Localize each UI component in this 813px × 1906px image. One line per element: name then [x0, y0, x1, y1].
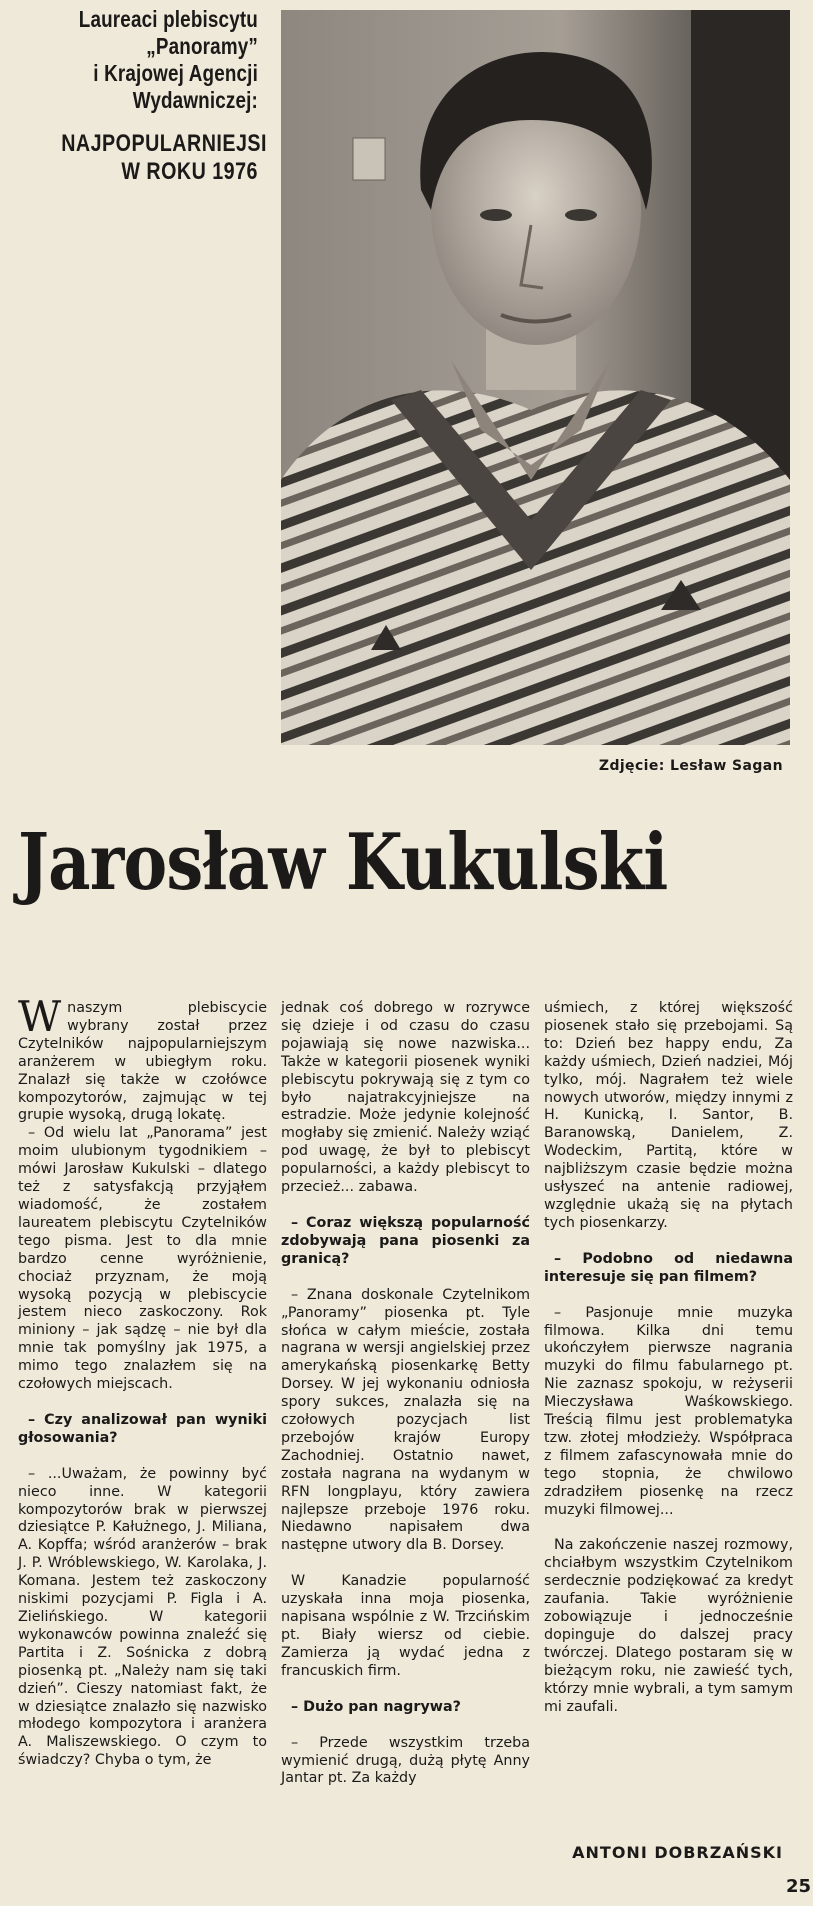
- photo-credit: Zdjęcie: Lesław Sagan: [598, 758, 783, 774]
- headline: Jarosław Kukulski: [18, 817, 668, 908]
- page-number: 25: [785, 1876, 811, 1897]
- paragraph: – Przede wszystkim trzeba wymienić drugą, dużą płytę Anny Jantar pt. Za każdy: [281, 1734, 530, 1787]
- paragraph: W Kanadzie popularność uzyskała inna moja piosenka, napisana wspólnie z W. Trzcińskim pt. Biały wiersz od ciebie. Zamierza ją wydać jedna z francuskich firm.: [281, 1573, 530, 1679]
- article-column-3: [544, 1000, 793, 1788]
- paragraph: – Znana doskonale Czytelnikom „Panoramy” piosenka pt. Tyle słońca w całym mieście, została nagrana w wersji angielskiej przez amerykańską piosenkarkę Betty Dorsey. W jej wykonaniu odniosła spory sukces, znalazła się na czołowych pozycjach list przebojów krajów Europy Zachodniej. Ostatnio nawet, została nagrana na wydanym w RFN longplayu, który zawiera najlepsze przeboje 1976 roku. Niedawno napisałem dwa następne utwory dla B. Dorsey.: [281, 1286, 530, 1554]
- paragraph: jednak coś dobrego w rozrywce się dzieje i od czasu do czasu pojawiają się nowe nazwiska... Także w kategorii piosenek wyniki plebiscytu pokrywają się z tym co było najatrakcyjniejsze na estradzie. Może jedynie kolejność mogłaby się zmienić. Należy wziąć pod uwagę, że był to plebiscyt popularności, a każdy plebiscyt to przecież... zabawa.: [281, 1000, 530, 1196]
- kicker-line: „Panoramy”: [146, 33, 258, 59]
- interview-question: – Dużo pan nagrywa?: [291, 1698, 461, 1715]
- interview-question: – Podobno od niedawna interesuje się pan filmem?: [544, 1250, 793, 1285]
- article-column-1: [18, 992, 267, 1788]
- article-column-2: [281, 1000, 530, 1788]
- paragraph: Na zakończenie naszej rozmowy, chciałbym wszystkim Czytelnikom serdecznie podziękować za kredyt zaufania. Takie wyróżnienie zobowiązuje i jednocześnie dopinguje do dalszej pracy twórczej. Dlatego postaram się w bieżącym roku, nie zawieść tych, którzy mnie wybrali, a tym samym mi zaufali.: [544, 1537, 793, 1715]
- author-byline: ANTONI DOBRZAŃSKI: [572, 1843, 783, 1862]
- paragraph: uśmiech, z której większość piosenek stało się przebojami. Są to: Dzień bez happy endu, Za każdy uśmiech, Dzień nadziei, Mój tylko, mój. Nagrałem też wiele nowych utworów, między innymi z H. Kunicką, I. Santor, B. Baranowską, Danielem, Z. Wodeckim, Partitą, które w najbliższym czasie będzie można usłyszeć na antenie radiowej, względnie ukażą się na płytach tych piosenkarzy.: [544, 1000, 793, 1231]
- interview-question: – Czy analizował pan wyniki głosowania?: [18, 1411, 267, 1446]
- kicker-caption-line: W ROKU 1976: [121, 158, 258, 185]
- paragraph: – ...Uważam, że powinny być nieco inne. W kategorii kompozytorów brak w pierwszej dziesiątce P. Kałużnego, J. Miliana, A. Kopffa; wśród aranżerów – brak J. P. Wróblewskiego, W. Karolaka, J. Komana. Jestem też zaskoczony niskimi pozycjami P. Figla i A. Zielińskiego. W kategorii wykonawców powinna znaleźć się Partita i Z. Sośnicka z dobrą piosenką pt. „Należy nam się taki dzień”. Cieszy natomiast fakt, że w dziesiątce znalazło się nazwisko młodego kompozytora i aranżera A. Maliszewskiego. O czym to świadczy? Chyba o tym, że: [18, 1465, 267, 1769]
- paragraph-text: naszym plebiscycie wybrany został przez Czytelników najpopularniejszym aranżerem w ubiegłym roku. Znalazł się także w czołówce kompozytorów, zajmując w tej grupie wysoką, drugą lokatę.: [18, 1000, 267, 1124]
- kicker-caption-line: NAJPOPULARNIEJSI: [61, 130, 268, 157]
- kicker-line: Wydawniczej:: [132, 87, 258, 113]
- drop-cap: W: [18, 992, 62, 1041]
- interview-question: – Coraz większą popularność zdobywają pana piosenki za granicą?: [281, 1214, 530, 1267]
- paragraph: [18, 992, 267, 1125]
- paragraph: – Pasjonuje mnie muzyka filmowa. Kilka dni temu ukończyłem pierwsze nagrania muzyki do filmu fabularnego pt. Nie zaznasz spokoju, w reżyserii Mieczysława Waśkowskiego. Treścią filmu jest problematyka tzw. złotej młodzieży. Współpraca z filmem zafascynowała mnie do tego stopnia, że chwilowo zdradziłem piosenkę na rzecz muzyki filmowej...: [544, 1304, 793, 1518]
- article-body: [18, 992, 793, 1788]
- portrait-photo: [281, 10, 790, 745]
- kicker: [61, 6, 268, 186]
- paragraph: – Od wielu lat „Panorama” jest moim ulubionym tygodnikiem – mówi Jarosław Kukulski – dlatego też z satysfakcją przyjąłem wiadomość, że zostałem laureatem plebiscytu Czytelników tego pisma. Jest to dla mnie bardzo cenne wyróżnienie, chociaż przyznam, że moją wysoką pozycją w plebiscycie jestem nieco zaskoczony. Rok miniony – jak sądzę – nie był dla mnie tak pomyślny jak 1975, a mimo tego znalazłem się na czołowych miejscach.: [18, 1125, 267, 1393]
- kicker-line: i Krajowej Agencji: [93, 60, 258, 86]
- kicker-line: Laureaci plebiscytu: [78, 6, 258, 32]
